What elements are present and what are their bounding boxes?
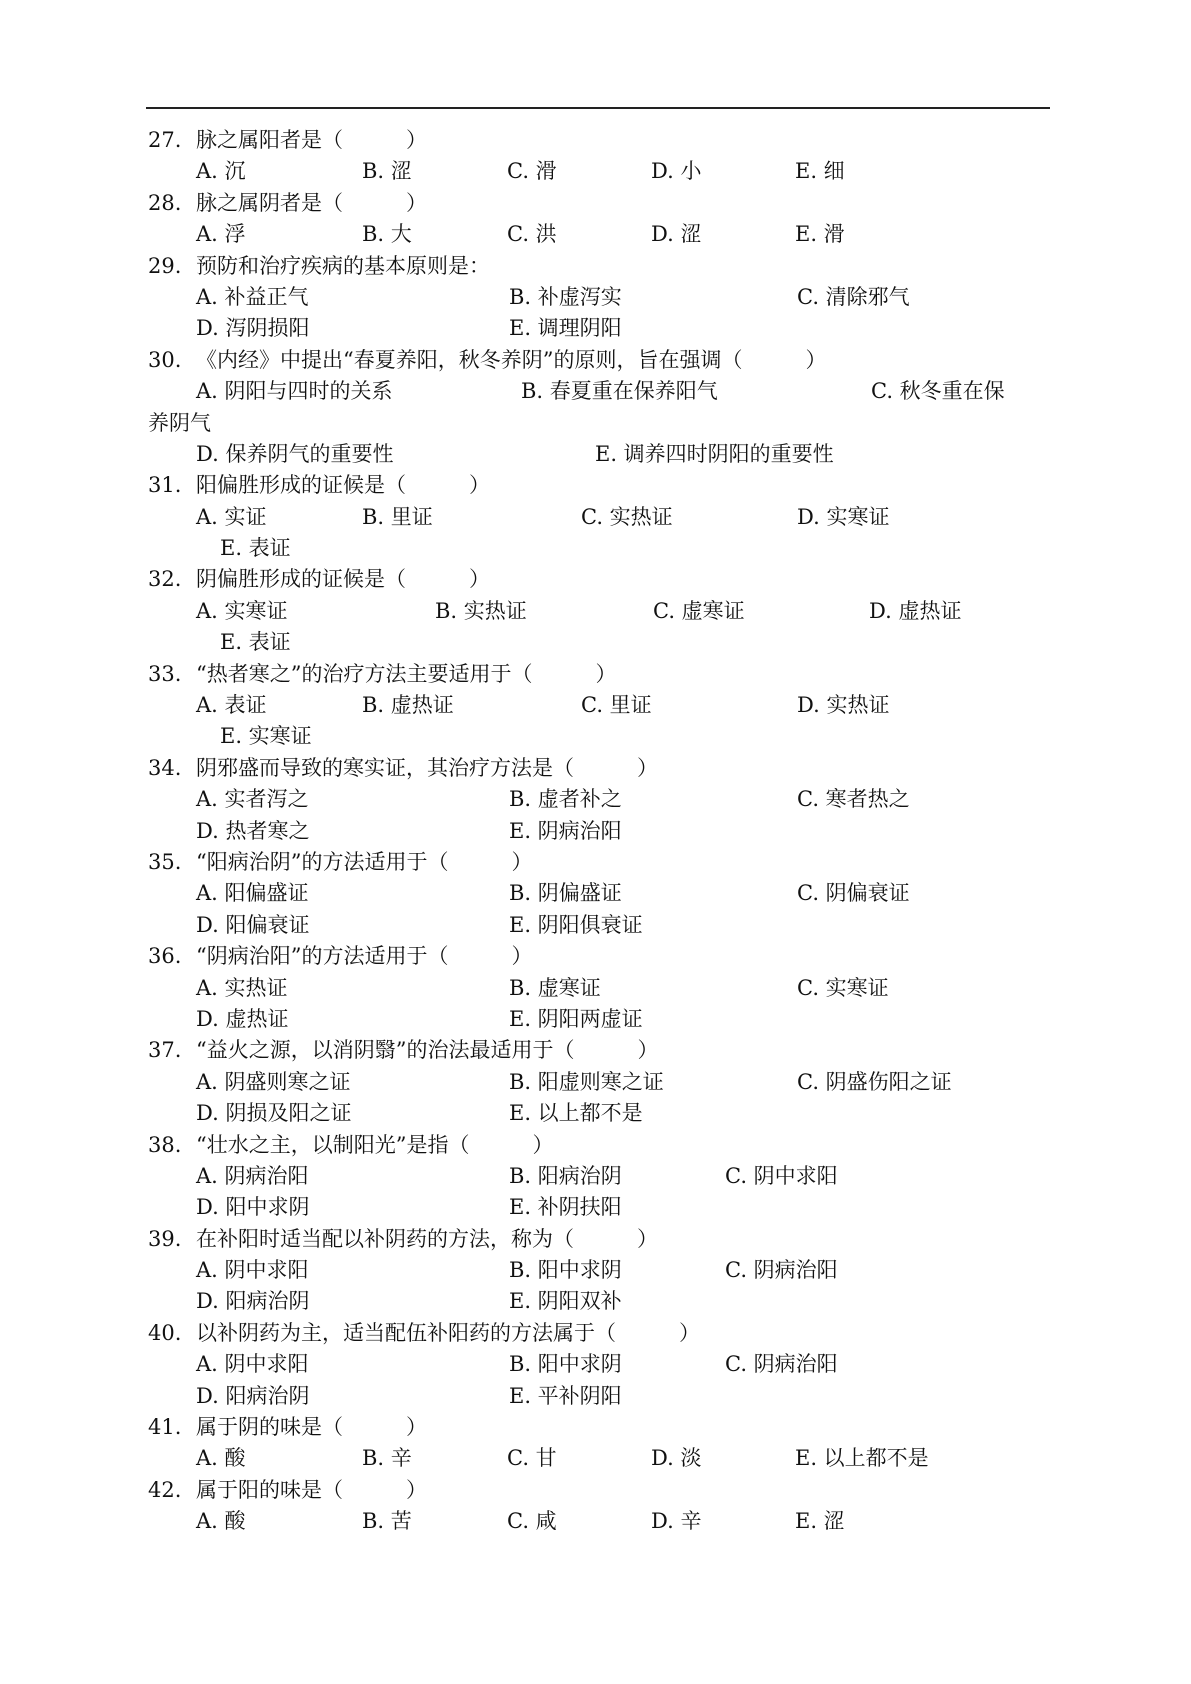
question-stem — [148, 1224, 1048, 1255]
answer-option[interactable]: D. 涩 — [651, 222, 702, 247]
option-row — [148, 1506, 1048, 1537]
answer-option[interactable]: E. 阴阳俱衰证 — [509, 912, 643, 937]
question-number: 30. — [148, 347, 182, 372]
answer-option[interactable]: B. 里证 — [362, 504, 433, 529]
answer-option[interactable]: D. 泻阴损阳 — [196, 316, 310, 341]
question-number: 32. — [148, 567, 182, 592]
answer-option[interactable]: D. 阴损及阳之证 — [196, 1101, 352, 1126]
question-number: 40. — [148, 1320, 182, 1345]
answer-option[interactable]: E. 涩 — [795, 1509, 845, 1534]
answer-option[interactable]: C. 咸 — [507, 1509, 557, 1534]
answer-option[interactable]: D. 保养阴气的重要性 — [196, 441, 394, 466]
answer-option[interactable]: D. 实热证 — [797, 693, 890, 718]
answer-option[interactable]: A. 实者泻之 — [196, 787, 309, 812]
question-text: “阴病治阳”的方法适用于（ ） — [196, 944, 533, 969]
question-text: “壮水之主，以制阳光”是指（ ） — [196, 1132, 554, 1157]
answer-option[interactable]: C. 滑 — [507, 159, 557, 184]
answer-option[interactable]: B. 阳病治阴 — [509, 1163, 622, 1188]
question-37 — [148, 1035, 1048, 1129]
question-31 — [148, 470, 1048, 564]
answer-option[interactable]: B. 实热证 — [435, 598, 527, 623]
answer-option[interactable]: E. 调养四时阴阳的重要性 — [595, 441, 834, 466]
question-stem — [148, 941, 1048, 972]
option-row — [148, 878, 1048, 909]
answer-option[interactable]: D. 实寒证 — [797, 504, 890, 529]
answer-option[interactable]: E. 实寒证 — [220, 724, 312, 749]
answer-option[interactable]: E. 以上都不是 — [795, 1446, 929, 1471]
answer-option[interactable]: C. 阴盛伤阳之证 — [797, 1069, 952, 1094]
option-row — [148, 1255, 1048, 1286]
answer-option[interactable]: B. 阳虚则寒之证 — [509, 1069, 664, 1094]
answer-option[interactable]: E. 补阴扶阳 — [509, 1195, 622, 1220]
answer-option[interactable]: E. 调理阴阳 — [509, 316, 622, 341]
answer-option[interactable]: C. 阴偏衰证 — [797, 881, 910, 906]
answer-option[interactable]: E. 表证 — [220, 630, 291, 655]
question-number: 33. — [148, 661, 182, 686]
question-text: 属于阴的味是（ ） — [196, 1415, 427, 1440]
question-text: 预防和治疗疾病的基本原则是： — [196, 253, 490, 278]
question-number: 41. — [148, 1415, 182, 1440]
question-text: 在补阳时适当配以补阴药的方法，称为（ ） — [196, 1226, 658, 1251]
answer-option[interactable]: B. 苦 — [362, 1509, 412, 1534]
option-row — [148, 784, 1048, 815]
question-text: 阳偏胜形成的证候是（ ） — [196, 473, 490, 498]
answer-option[interactable]: A. 沉 — [196, 159, 246, 184]
question-27 — [148, 125, 1048, 188]
answer-option[interactable]: C. 清除邪气 — [797, 284, 910, 309]
question-stem — [148, 188, 1048, 219]
question-text: 《内经》中提出“春夏养阳，秋冬养阴”的原则，旨在强调（ ） — [196, 347, 827, 372]
answer-option[interactable]: B. 涩 — [362, 159, 412, 184]
option-row — [148, 1004, 1048, 1035]
answer-option[interactable]: C. 阴中求阳 — [725, 1163, 838, 1188]
question-text: 脉之属阴者是（ ） — [196, 190, 427, 215]
answer-option[interactable]: A. 酸 — [196, 1509, 246, 1534]
option-row — [148, 1161, 1048, 1192]
question-number: 31. — [148, 473, 182, 498]
answer-option[interactable]: C. 阴病治阳 — [725, 1258, 838, 1283]
option-row — [148, 1286, 1048, 1317]
answer-option[interactable]: A. 补益正气 — [196, 284, 309, 309]
question-text: “阳病治阴”的方法适用于（ ） — [196, 849, 533, 874]
question-number: 34. — [148, 755, 182, 780]
option-row — [148, 816, 1048, 847]
question-stem — [148, 1130, 1048, 1161]
question-38 — [148, 1130, 1048, 1224]
question-29 — [148, 251, 1048, 345]
answer-option[interactable]: B. 阳中求阴 — [509, 1258, 622, 1283]
answer-option[interactable]: C. 里证 — [581, 693, 652, 718]
option-row — [148, 973, 1048, 1004]
option-row — [148, 1192, 1048, 1223]
option-row — [148, 1067, 1048, 1098]
question-stem — [148, 470, 1048, 501]
answer-option[interactable]: E. 阴阳两虚证 — [509, 1006, 643, 1031]
answer-option[interactable]: B. 虚热证 — [362, 693, 454, 718]
question-stem — [148, 1318, 1048, 1349]
option-row — [148, 439, 1048, 470]
question-stem — [148, 753, 1048, 784]
answer-option[interactable]: B. 阳中求阴 — [509, 1352, 622, 1377]
answer-option[interactable]: A. 浮 — [196, 222, 246, 247]
answer-option[interactable]: D. 阳偏衰证 — [196, 912, 310, 937]
answer-option[interactable]: E. 以上都不是 — [509, 1101, 643, 1126]
header-rule — [146, 107, 1050, 109]
question-number: 35. — [148, 849, 182, 874]
option-row — [148, 219, 1048, 250]
answer-option[interactable]: A. 酸 — [196, 1446, 246, 1471]
answer-option[interactable]: E. 平补阴阳 — [509, 1383, 622, 1408]
question-42 — [148, 1475, 1048, 1538]
option-row — [148, 596, 1048, 627]
answer-option[interactable]: D. 小 — [651, 159, 702, 184]
answer-option[interactable]: A. 阴盛则寒之证 — [196, 1069, 351, 1094]
answer-option[interactable]: D. 淡 — [651, 1446, 702, 1471]
answer-option[interactable]: B. 阴偏盛证 — [509, 881, 622, 906]
answer-option[interactable]: C. 洪 — [507, 222, 557, 247]
question-text: “热者寒之”的治疗方法主要适用于（ ） — [196, 661, 617, 686]
answer-option[interactable]: B. 辛 — [362, 1446, 412, 1471]
question-number: 37. — [148, 1038, 182, 1063]
answer-option[interactable]: A. 表证 — [196, 693, 267, 718]
answer-option[interactable]: E. 阴阳双补 — [509, 1289, 622, 1314]
option-row — [148, 313, 1048, 344]
question-text: 以补阴药为主，适当配伍补阳药的方法属于（ ） — [196, 1320, 700, 1345]
answer-option[interactable]: E. 阴病治阳 — [509, 818, 622, 843]
option-row — [148, 1381, 1048, 1412]
answer-option[interactable]: A. 阴阳与四时的关系 — [196, 379, 393, 404]
answer-option[interactable]: D. 阳病治阴 — [196, 1383, 310, 1408]
answer-option[interactable]: D. 虚热证 — [196, 1006, 289, 1031]
answer-option[interactable]: C. 甘 — [507, 1446, 557, 1471]
answer-option[interactable]: A. 实寒证 — [196, 598, 288, 623]
answer-option[interactable]: A. 阴中求阳 — [196, 1352, 309, 1377]
option-row — [148, 502, 1048, 533]
answer-option[interactable]: A. 实热证 — [196, 975, 288, 1000]
option-row — [148, 690, 1048, 721]
question-32 — [148, 564, 1048, 658]
answer-option[interactable]: E. 细 — [795, 159, 845, 184]
question-stem — [148, 251, 1048, 282]
answer-option[interactable]: C. 阴病治阳 — [725, 1352, 838, 1377]
question-39 — [148, 1224, 1048, 1318]
question-36 — [148, 941, 1048, 1035]
answer-option[interactable]: C. 实热证 — [581, 504, 673, 529]
answer-option[interactable]: C. 虚寒证 — [653, 598, 745, 623]
answer-option[interactable]: C. 实寒证 — [797, 975, 889, 1000]
question-stem — [148, 1475, 1048, 1506]
question-41 — [148, 1412, 1048, 1475]
question-number: 27. — [148, 128, 182, 152]
question-text: 属于阳的味是（ ） — [196, 1477, 427, 1502]
question-stem — [148, 345, 1048, 376]
option-wrap-text: 养阴气 — [148, 410, 211, 435]
answer-option[interactable]: C. 秋冬重在保 — [871, 379, 1005, 404]
question-35 — [148, 847, 1048, 941]
question-stem — [148, 564, 1048, 595]
option-row — [148, 1349, 1048, 1380]
option-row — [148, 1443, 1048, 1474]
question-40 — [148, 1318, 1048, 1412]
question-number: 28. — [148, 190, 182, 215]
question-text: 阴偏胜形成的证候是（ ） — [196, 567, 490, 592]
answer-option[interactable]: E. 表证 — [220, 536, 291, 561]
answer-option[interactable]: C. 寒者热之 — [797, 787, 910, 812]
answer-option[interactable]: B. 补虚泻实 — [509, 284, 622, 309]
question-33 — [148, 659, 1048, 753]
question-stem — [148, 1035, 1048, 1066]
answer-option[interactable]: B. 虚寒证 — [509, 975, 601, 1000]
question-30 — [148, 345, 1048, 471]
answer-option[interactable]: D. 阳中求阴 — [196, 1195, 310, 1220]
option-row — [148, 376, 1048, 407]
answer-option[interactable]: D. 虚热证 — [869, 598, 962, 623]
answer-option[interactable]: A. 阴中求阳 — [196, 1258, 309, 1283]
answer-option[interactable]: B. 大 — [362, 222, 412, 247]
question-number: 38. — [148, 1132, 182, 1157]
question-text: 脉之属阳者是（ ） — [196, 128, 427, 152]
answer-option[interactable]: B. 春夏重在保养阳气 — [521, 379, 718, 404]
option-row — [148, 282, 1048, 313]
question-stem — [148, 847, 1048, 878]
answer-option[interactable]: D. 辛 — [651, 1509, 702, 1534]
question-number: 29. — [148, 253, 182, 278]
question-34 — [148, 753, 1048, 847]
question-stem — [148, 125, 1048, 156]
answer-option[interactable]: D. 热者寒之 — [196, 818, 310, 843]
question-number: 36. — [148, 944, 182, 969]
question-text: “益火之源，以消阴翳”的治法最适用于（ ） — [196, 1038, 659, 1063]
question-stem — [148, 1412, 1048, 1443]
option-row — [148, 156, 1048, 187]
question-text: 阴邪盛而导致的寒实证，其治疗方法是（ ） — [196, 755, 658, 780]
answer-option[interactable]: B. 虚者补之 — [509, 787, 622, 812]
answer-option[interactable]: A. 阴病治阳 — [196, 1163, 309, 1188]
question-28 — [148, 188, 1048, 251]
answer-option[interactable]: A. 阳偏盛证 — [196, 881, 309, 906]
option-row — [148, 1098, 1048, 1129]
question-stem — [148, 659, 1048, 690]
answer-option[interactable]: D. 阳病治阴 — [196, 1289, 310, 1314]
question-list — [148, 125, 1048, 1538]
answer-option[interactable]: E. 滑 — [795, 222, 845, 247]
option-row — [148, 910, 1048, 941]
question-number: 39. — [148, 1226, 182, 1251]
answer-option[interactable]: A. 实证 — [196, 504, 267, 529]
question-number: 42. — [148, 1477, 182, 1502]
